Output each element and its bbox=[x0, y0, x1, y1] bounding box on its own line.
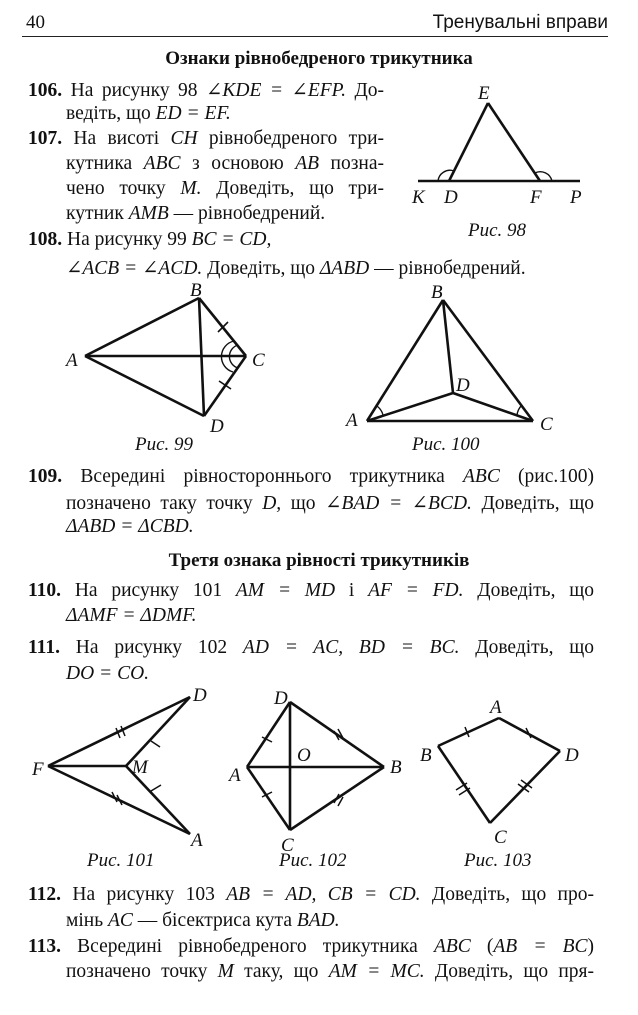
problem-107-line-2: кутника ABC з основою AB позна- bbox=[66, 153, 384, 174]
fig102-label-o: O bbox=[297, 745, 311, 766]
figure-102 bbox=[247, 702, 384, 830]
problem-107-line-4: кутник AMB — рівнобедрений. bbox=[66, 203, 326, 224]
fig101-label-f: F bbox=[32, 759, 44, 780]
fig99-label-d: D bbox=[210, 416, 224, 437]
fig100-label-a: A bbox=[346, 410, 358, 431]
fig100-label-b: B bbox=[431, 282, 443, 303]
problem-107-line-1: 107. На висоті CH рівнобедреного три- bbox=[28, 128, 385, 149]
problem-113-line-1: 113. Всередині рівнобедреного трикутника ABC (AB = BC) bbox=[28, 936, 595, 957]
problem-106-line-1: 106. На рисунку 98 ∠KDE = ∠EFP. До- bbox=[28, 80, 385, 101]
problem-111-line-1: 111. На рисунку 102 AD = AC, BD = BC. Доведіть, що bbox=[28, 637, 595, 658]
fig103-label-a: A bbox=[490, 697, 502, 718]
fig98-label-d: D bbox=[444, 187, 458, 208]
fig98-caption: Рис. 98 bbox=[468, 220, 527, 241]
page-number: 40 bbox=[26, 12, 45, 33]
section-title-isosceles: Ознаки рівнобедреного трикутника bbox=[165, 48, 473, 69]
fig99-caption: Рис. 99 bbox=[135, 434, 194, 455]
fig102-label-d: D bbox=[274, 688, 288, 709]
fig101-label-d: D bbox=[193, 685, 207, 706]
fig102-label-c: C bbox=[281, 835, 294, 856]
fig103-side-ab bbox=[438, 718, 499, 746]
fig103-caption: Рис. 103 bbox=[464, 850, 532, 871]
fig100-label-c: C bbox=[540, 414, 553, 435]
fig101-caption: Рис. 101 bbox=[87, 850, 155, 871]
fig103-label-b: B bbox=[420, 745, 432, 766]
problem-109-line-3: ΔABD = ΔCBD. bbox=[66, 516, 194, 537]
fig101-label-m: M bbox=[132, 757, 148, 778]
fig102-label-a: A bbox=[229, 765, 241, 786]
section-title-third-criterion: Третя ознака рівності трикутників bbox=[168, 550, 470, 571]
problem-112-line-2: мінь AC — бісектриса кута BAD. bbox=[66, 910, 340, 931]
problem-111-line-2: DO = CO. bbox=[66, 663, 150, 684]
problem-109-line-1: 109. Всередині рівностороннього трикутника ABC (рис.100) bbox=[28, 466, 595, 487]
problem-109-line-2: позначено таку точку D, що ∠BAD = ∠BCD. Доведіть, що bbox=[66, 493, 595, 514]
fig101-seg-md bbox=[126, 697, 190, 766]
fig99-label-a: A bbox=[66, 350, 78, 371]
figure-101 bbox=[48, 697, 190, 834]
problem-108-line-1: 108. На рисунку 99 BC = CD, bbox=[28, 229, 272, 250]
problem-110-line-1: 110. На рисунку 101 AM = MD і AF = FD. Доведіть, що bbox=[28, 580, 594, 601]
fig101-seg-fd bbox=[48, 697, 190, 766]
fig102-caption: Рис. 102 bbox=[279, 850, 347, 871]
fig99-label-b: B bbox=[190, 280, 202, 301]
figure-103 bbox=[438, 718, 560, 823]
fig98-label-k: K bbox=[412, 187, 425, 208]
fig101-label-a: A bbox=[191, 830, 203, 851]
fig103-label-d: D bbox=[565, 745, 579, 766]
fig98-label-e: E bbox=[478, 83, 490, 104]
fig98-label-p: P bbox=[570, 187, 582, 208]
fig103-side-dc bbox=[490, 751, 560, 823]
problem-113-line-2: позначено точку M таку, що AM = MC. Доведіть, що пря- bbox=[66, 961, 594, 982]
fig100-caption: Рис. 100 bbox=[412, 434, 480, 455]
fig100-label-d: D bbox=[456, 375, 470, 396]
problem-112-line-1: 112. На рисунку 103 AB = AD, CB = CD. Доведіть, що про- bbox=[28, 884, 594, 905]
fig99-label-c: C bbox=[252, 350, 265, 371]
fig103-label-c: C bbox=[494, 827, 507, 848]
problem-108-line-2: ∠ACB = ∠ACD. Доведіть, що ΔABD — рівнобедрений. bbox=[66, 258, 526, 279]
running-title: Тренувальні вправи bbox=[432, 12, 608, 33]
problem-106-line-2: ведіть, що ED = EF. bbox=[66, 103, 231, 124]
problem-107-line-3: чено точку M. Доведіть, що три- bbox=[66, 178, 384, 199]
fig102-label-b: B bbox=[390, 757, 402, 778]
fig102-side-ac bbox=[247, 767, 290, 830]
fig102-side-da bbox=[247, 702, 290, 767]
fig98-label-f: F bbox=[530, 187, 542, 208]
problem-110-line-2: ΔAMF = ΔDMF. bbox=[66, 605, 197, 626]
